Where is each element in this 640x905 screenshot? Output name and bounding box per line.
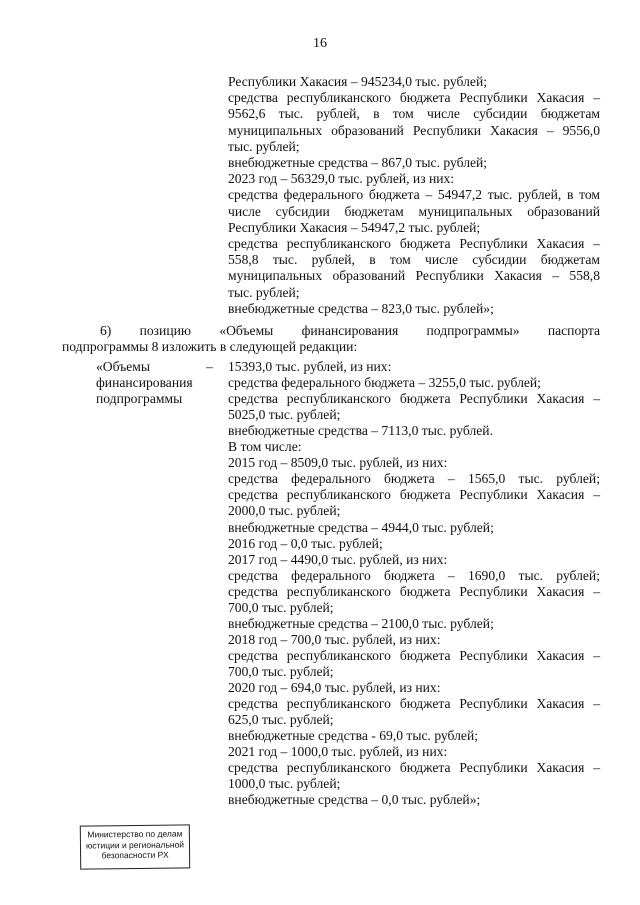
text-line: 9562,6 тыс. рублей, в том числе субсидии бюджетам [228, 106, 600, 122]
text-line: 2015 год – 8509,0 тыс. рублей, из них: [228, 455, 448, 471]
table-label-line: «Объемы [96, 359, 150, 374]
text-line: 2017 год – 4490,0 тыс. рублей, из них: [228, 551, 448, 567]
text-line: 2023 год – 56329,0 тыс. рублей, из них: [228, 171, 455, 187]
text-line: средства федерального бюджета – 54947,2 тыс. рублей, в том [228, 187, 600, 203]
text-line: В том числе: [228, 439, 302, 455]
text-line: средства республиканского бюджета Республики Хакасия – [228, 760, 600, 776]
text-line: средства республиканского бюджета Республики Хакасия – [228, 487, 600, 503]
text-line: средства республиканского бюджета Республики Хакасия – [228, 696, 600, 712]
text-line: внебюджетные средства – 4944,0 тыс. рублей; [228, 519, 494, 535]
text-line: 2016 год – 0,0 тыс. рублей; [228, 535, 383, 551]
text-line: Республики Хакасия – 54947,2 тыс. рублей; [228, 219, 481, 235]
stamp-line: юстиции и региональной [85, 838, 185, 851]
text-line: средства республиканского бюджета Республики Хакасия – [228, 90, 600, 106]
text-line: средства федерального бюджета – 1565,0 тыс. рублей; [228, 471, 600, 487]
text-line: 15393,0 тыс. рублей, из них: [228, 359, 392, 374]
text-line: средства республиканского бюджета Республики Хакасия – [228, 391, 600, 407]
text-line: 625,0 тыс. рублей; [228, 712, 334, 728]
text-line: средства республиканского бюджета Республики Хакасия – [228, 236, 600, 251]
text-line: 2018 год – 700,0 тыс. рублей, из них: [228, 631, 441, 647]
item-6-line-1: 6) позицию «Объемы финансирования подпрограммы» паспорта [100, 323, 600, 338]
text-line: тыс. рублей; [228, 138, 300, 154]
text-line: внебюджетные средства – 867,0 тыс. рублей; [228, 155, 488, 170]
text-line: средства республиканского бюджета Республики Хакасия – [228, 647, 600, 663]
table-label-line: финансирования [96, 375, 193, 390]
text-line: внебюджетные средства - 69,0 тыс. рублей; [228, 728, 478, 744]
page-number: 16 [313, 36, 327, 51]
text-line: 1000,0 тыс. рублей; [228, 776, 341, 792]
text-line: 700,0 тыс. рублей; [228, 599, 334, 615]
stamp-line: безопасности РХ [101, 849, 169, 861]
table-label-line: подпрограммы [96, 391, 183, 406]
text-line: внебюджетные средства – 7113,0 тыс. рублей. [228, 423, 493, 439]
text-line: внебюджетные средства – 0,0 тыс. рублей»; [228, 792, 481, 808]
text-line: 700,0 тыс. рублей; [228, 663, 334, 679]
text-line: 2000,0 тыс. рублей; [228, 503, 341, 519]
text-line: средства федерального бюджета – 3255,0 тыс. рублей; [228, 375, 541, 391]
text-line: внебюджетные средства – 2100,0 тыс. рублей; [228, 615, 494, 631]
stamp-line: Министерство по делам [87, 828, 183, 840]
table-dash: – [206, 359, 213, 374]
text-line: тыс. рублей; [228, 284, 300, 300]
text-line: муниципальных образований Республики Хакасия – 9556,0 [228, 122, 600, 138]
text-line: муниципальных образований Республики Хакасия – 558,8 [228, 268, 600, 284]
text-line: Республики Хакасия – 945234,0 тыс. рублей; [228, 74, 487, 89]
text-line: внебюджетные средства – 823,0 тыс. рублей»; [228, 300, 494, 316]
registration-stamp [80, 824, 190, 869]
text-line: 5025,0 тыс. рублей; [228, 407, 341, 423]
text-line: 2020 год – 694,0 тыс. рублей, из них: [228, 680, 441, 695]
text-line: средства республиканского бюджета Республики Хакасия – [228, 583, 600, 599]
text-line: средства федерального бюджета – 1690,0 тыс. рублей; [228, 567, 600, 583]
text-line: 558,8 тыс. рублей, в том числе субсидии бюджетам [228, 252, 600, 268]
item-6-line-2: подпрограммы 8 изложить в следующей редакции: [62, 339, 358, 354]
text-line: 2021 год – 1000,0 тыс. рублей, из них: [228, 744, 448, 760]
text-line: числе субсидии бюджетам муниципальных образований [228, 203, 600, 219]
